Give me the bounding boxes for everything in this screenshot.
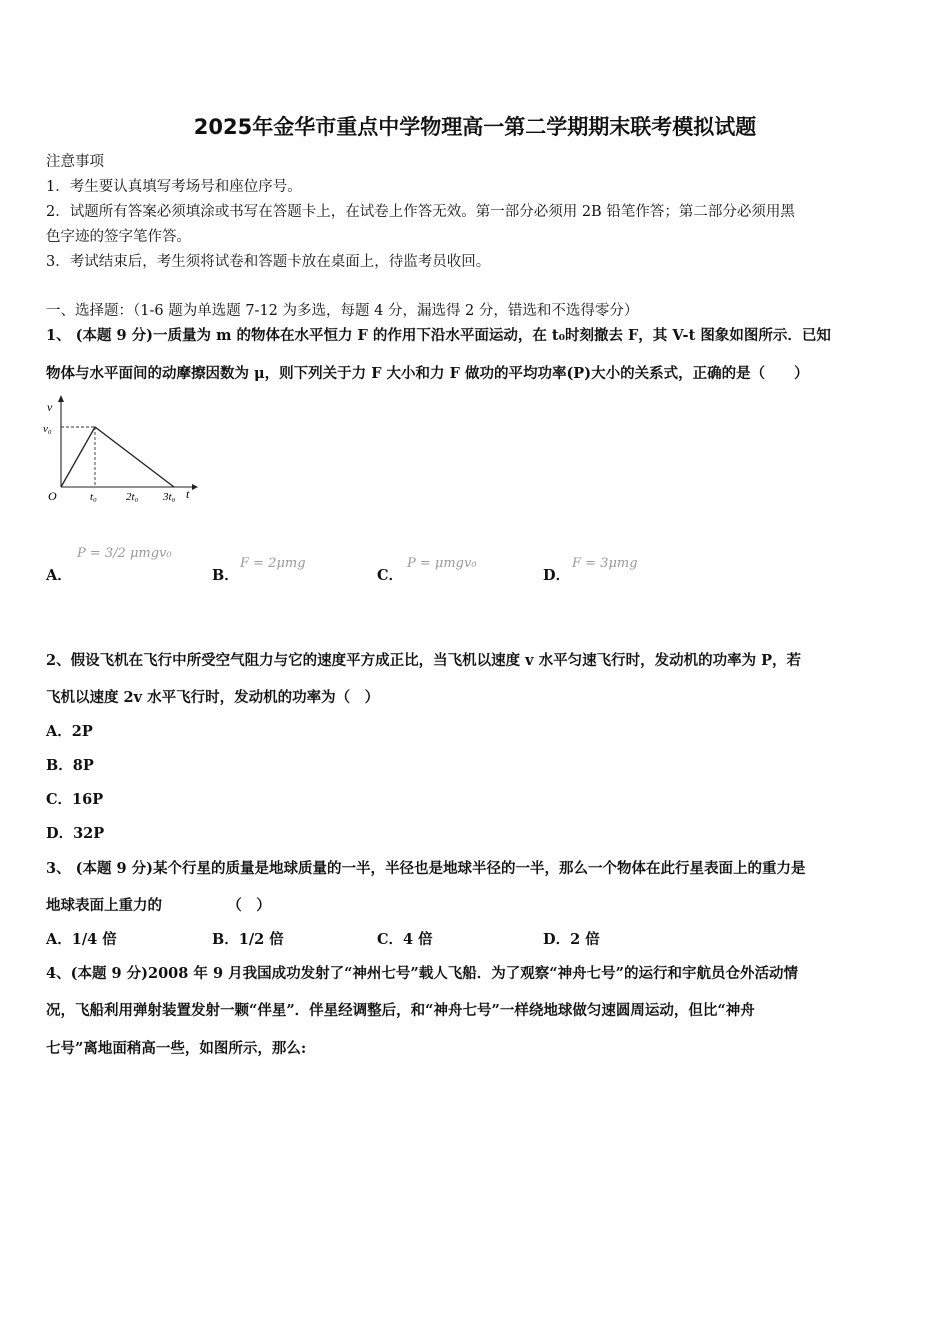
q3-option: B．1/2 倍 — [212, 931, 284, 948]
q1-option-formula: 𝑃 = 3/2 𝜇𝑚𝑔𝑣₀ — [77, 546, 172, 561]
section-heading: 一、选择题：（1-6 题为单选题 7-12 为多选，每题 4 分，漏选得 2 分，错选和不选得零分） — [46, 303, 639, 319]
q2-option: B．8P — [46, 757, 94, 774]
notice-item: 色字迹的签字笔作答。 — [46, 229, 191, 245]
q3-option: D．2 倍 — [543, 931, 600, 948]
notice-item: 2．试题所有答案必须填涂或书写在答题卡上，在试卷上作答无效。第一部分必须用 2B 铅笔作答；第二部分必须用黑 — [46, 204, 795, 220]
q1-option-formula: 𝐹 = 3𝜇𝑚𝑔 — [572, 556, 638, 571]
x-axis-arrow — [192, 484, 198, 490]
x-tick-label: 3t₀ — [163, 491, 176, 503]
x-tick-label: 2t₀ — [126, 491, 139, 503]
notice-item: 1．考生要认真填写考场号和座位序号。 — [46, 179, 302, 195]
notice-item: 3．考试结束后，考生须将试卷和答题卡放在桌面上，待监考员收回。 — [46, 254, 491, 270]
q4-text-line3: 七号”离地面稍高一些，如图所示，那么: — [46, 1040, 307, 1057]
q2-option: D．32P — [46, 825, 105, 842]
q2-text-line1: 2、假设飞机在飞行中所受空气阻力与它的速度平方成正比，当飞机以速度 v 水平匀速飞行时，发动机的功率为 P，若 — [46, 652, 802, 669]
q1-option-label: A． — [46, 567, 72, 584]
y-axis-arrow — [58, 395, 64, 402]
x-axis-label: t — [186, 487, 190, 501]
y-axis-label: v — [47, 400, 53, 414]
q1-option-label: C． — [377, 567, 404, 584]
q3-option: C．4 倍 — [377, 931, 433, 948]
q4-text-line2: 况，飞船利用弹射装置发射一颗“伴星”．伴星经调整后，和“神舟七号”一样绕地球做匀速圆周运动，但比“神舟 — [46, 1002, 755, 1019]
q1-option-formula: 𝐹 = 2𝜇𝑚𝑔 — [240, 556, 306, 571]
x-tick-label: t₀ — [90, 491, 97, 503]
vt-curve — [61, 427, 174, 487]
q3-text-line2: 地球表面上重力的 （ ） — [46, 897, 271, 914]
q2-option: A．2P — [46, 723, 93, 740]
q1-option-formula: 𝑃 = 𝜇𝑚𝑔𝑣₀ — [407, 556, 477, 571]
q3-option: A．1/4 倍 — [46, 931, 117, 948]
q1-text-line1: 1、 (本题 9 分)一质量为 m 的物体在水平恒力 F 的作用下沿水平面运动，在 t₀时刻撤去 F，其 V-t 图象如图所示．已知 — [46, 327, 831, 344]
q3-text-line1: 3、 (本题 9 分)某个行星的质量是地球质量的一半，半径也是地球半径的一半，那么一个物体在此行星表面上的重力是 — [46, 860, 806, 877]
q1-option-label: B． — [212, 567, 239, 584]
origin-label: O — [48, 489, 57, 503]
notice-heading: 注意事项 — [46, 154, 104, 170]
q2-text-line2: 飞机以速度 2v 水平飞行时，发动机的功率为（ ） — [46, 689, 380, 706]
y-tick-label: v₀ — [43, 423, 52, 435]
q1-text-line2: 物体与水平面间的动摩擦因数为 μ，则下列关于力 F 大小和力 F 做功的平均功率(P)大小的关系式，正确的是（ ） — [46, 365, 809, 382]
q1-vt-graph — [40, 393, 200, 508]
q4-text-line1: 4、(本题 9 分)2008 年 9 月我国成功发射了“神州七号”载人飞船．为了观察“神舟七号”的运行和宇航员仓外活动情 — [46, 965, 798, 982]
q2-option: C．16P — [46, 791, 104, 808]
q1-option-label: D． — [543, 567, 571, 584]
page-title: 2025年金华市重点中学物理高一第二学期期末联考模拟试题 — [193, 115, 757, 139]
